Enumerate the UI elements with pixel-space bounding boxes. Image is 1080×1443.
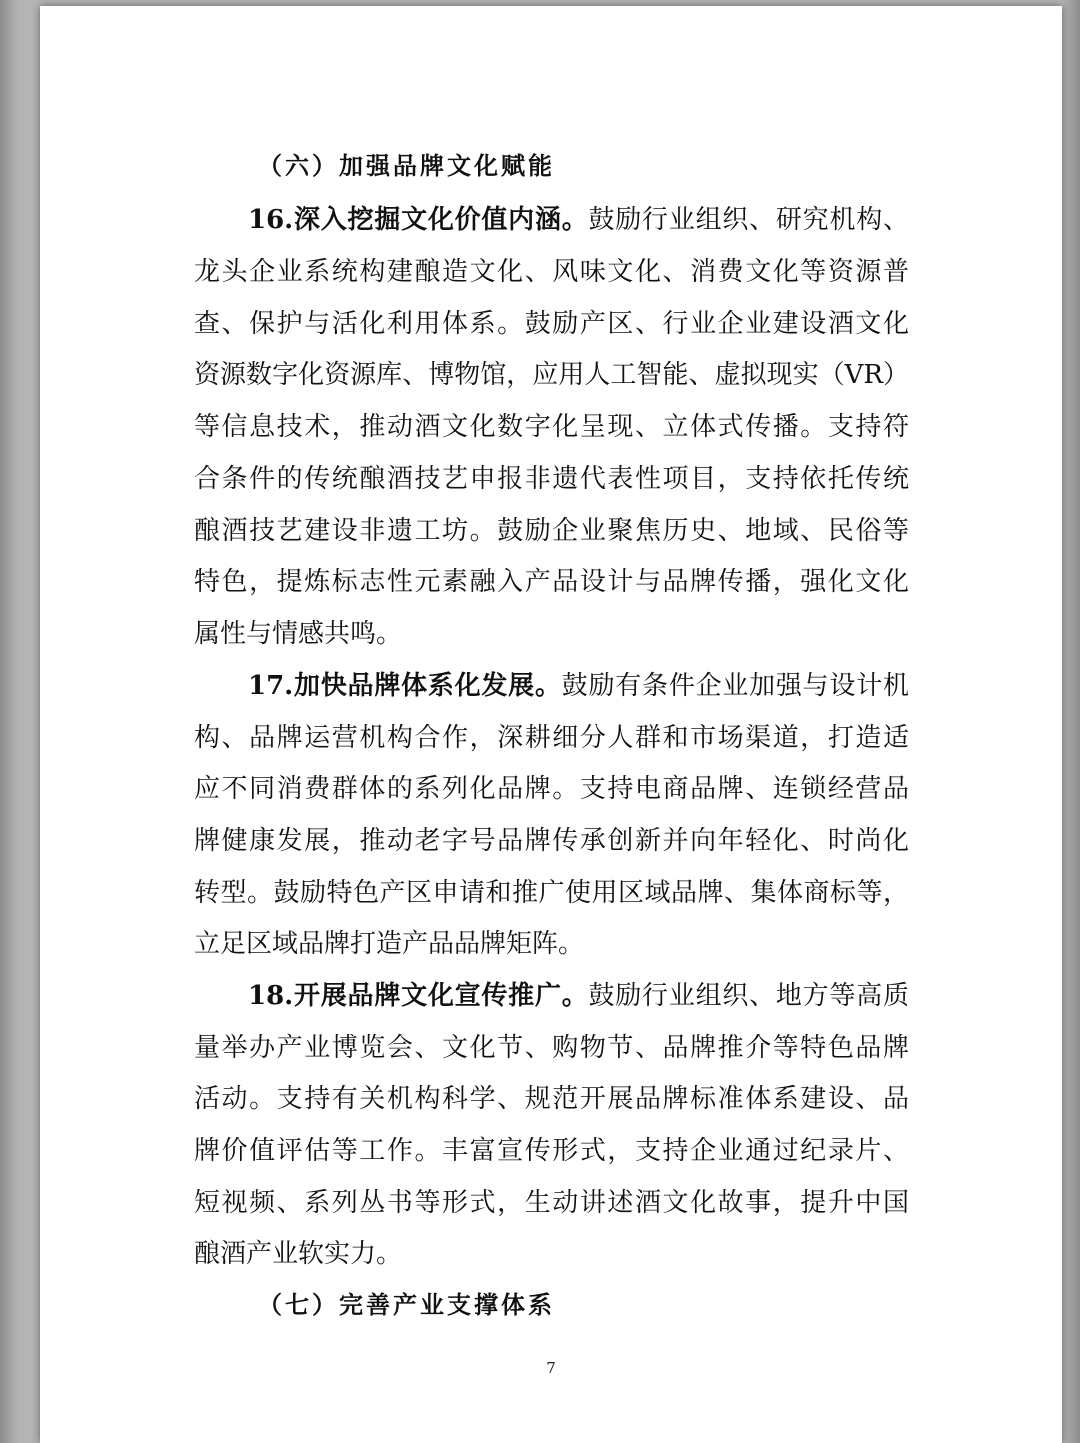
document-page — [40, 6, 1062, 1443]
paragraph-16-line: 查、保护与活化利用体系。鼓励产区、行业企业建设酒文化 — [194, 309, 909, 339]
paragraph-18-line: 量举办产业博览会、文化节、购物节、品牌推介等特色品牌 — [194, 1033, 909, 1063]
paragraph-16-line: 属性与情感共鸣。 — [194, 619, 403, 649]
paragraph-18-line: 活动。支持有关机构科学、规范开展品牌标准体系建设、品 — [194, 1084, 909, 1114]
paragraph-18-line: 牌价值评估等工作。丰富宣传形式，支持企业通过纪录片、 — [194, 1136, 909, 1166]
paragraph-18-line: 酿酒产业软实力。 — [194, 1239, 403, 1269]
section-heading-6: （六）加强品牌文化赋能 — [258, 151, 555, 180]
paragraph-16-line: 合条件的传统酿酒技艺申报非遗代表性项目，支持依托传统 — [194, 464, 909, 494]
paragraph-16-line: 资源数字化资源库、博物馆，应用人工智能、虚拟现实（VR） — [194, 360, 909, 390]
paragraph-18-line: 短视频、系列丛书等形式，生动讲述酒文化故事，提升中国 — [194, 1188, 909, 1218]
paragraph-17-line: 构、品牌运营机构合作，深耕细分人群和市场渠道，打造适 — [194, 723, 909, 753]
paragraph-17-line: 立足区域品牌打造产品品牌矩阵。 — [194, 929, 585, 959]
paragraph-17-line: 转型。鼓励特色产区申请和推广使用区域品牌、集体商标等， — [194, 878, 909, 908]
paragraph-17-line: 牌健康发展，推动老字号品牌传承创新并向年轻化、时尚化 — [194, 826, 909, 856]
paragraph-17-title: 17.加快品牌体系化发展。 — [248, 671, 562, 701]
page-number: 7 — [546, 1359, 556, 1377]
section-heading-7: （七）完善产业支撑体系 — [258, 1290, 555, 1319]
paragraph-16-line: 等信息技术，推动酒文化数字化呈现、立体式传播。支持符 — [194, 412, 909, 442]
paragraph-18-title: 18.开展品牌文化宣传推广。 — [248, 981, 589, 1011]
paragraph-17-line: 17.加快品牌体系化发展。鼓励有条件企业加强与设计机 — [248, 671, 909, 701]
paragraph-18-line: 18.开展品牌文化宣传推广。鼓励行业组织、地方等高质 — [248, 981, 909, 1011]
paragraph-16-line: 酿酒技艺建设非遗工坊。鼓励企业聚焦历史、地域、民俗等 — [194, 516, 909, 546]
paragraph-16-line: 16.深入挖掘文化价值内涵。鼓励行业组织、研究机构、 — [248, 205, 909, 235]
paragraph-16-title: 16.深入挖掘文化价值内涵。 — [248, 205, 589, 235]
paragraph-16-line: 特色，提炼标志性元素融入产品设计与品牌传播，强化文化 — [194, 567, 909, 597]
paragraph-16-line: 龙头企业系统构建酿造文化、风味文化、消费文化等资源普 — [194, 257, 909, 287]
paragraph-17-line: 应不同消费群体的系列化品牌。支持电商品牌、连锁经营品 — [194, 774, 909, 804]
